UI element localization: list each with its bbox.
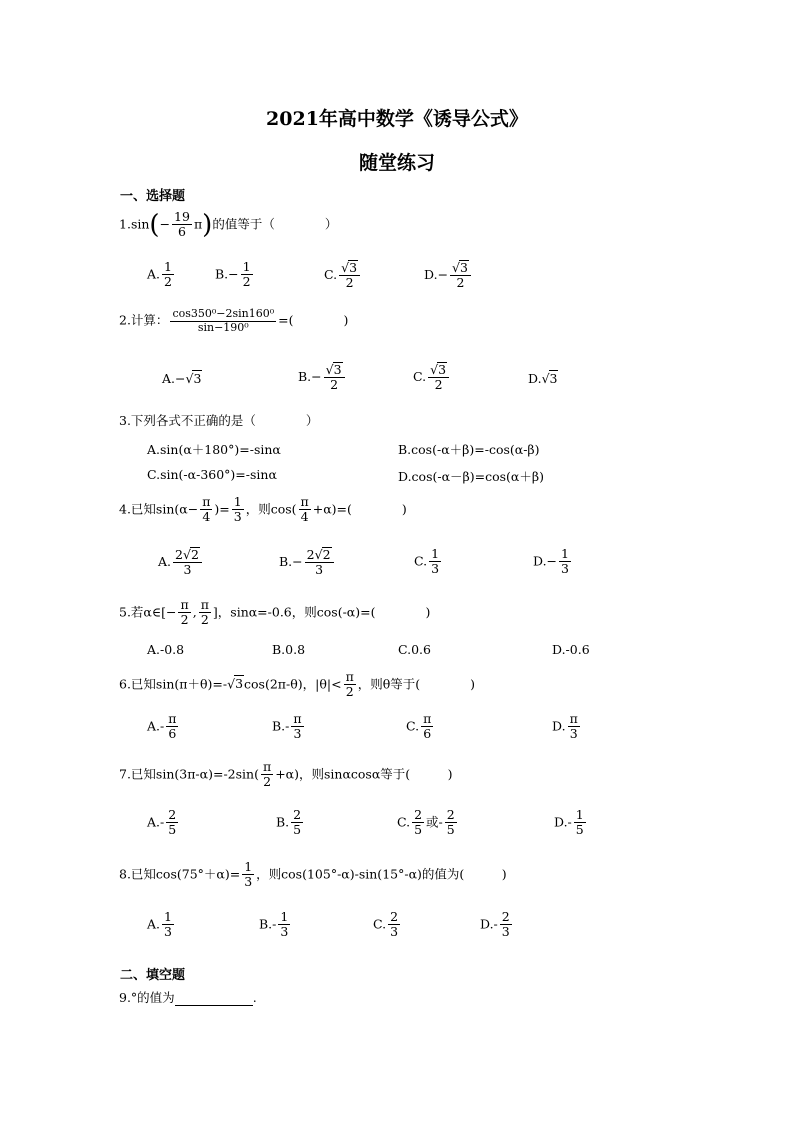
q2-option-d: D.√3 — [528, 371, 558, 386]
q3-option-b: B.cos(-α＋β)=-cos(α-β) — [398, 442, 540, 457]
q5-option-d: D.-0.6 — [552, 642, 590, 657]
q1-option-c: C. $\frac{√3}{2}$ — [324, 260, 362, 291]
answer-blank[interactable] — [175, 993, 253, 1006]
question-6: 6.已知sin(π＋θ)=-√3cos(2π-θ)，|θ|< $\frac{\pi}{2}$ ，则θ等于( ) — [119, 669, 476, 700]
question-3: 3.下列各式不正确的是（ ） — [119, 413, 319, 428]
question-5: 5.若α∈[− $\frac{\pi}{2}$ , $\frac{\pi}{2}$ ]，sinα=-0.6，则cos(-α)=( ) — [119, 597, 431, 628]
q4-option-b: B.− $\frac{2√2}{3}$ — [279, 547, 336, 578]
question-8: 8.已知cos(75°＋α)= $\frac{1}{3}$ ，则cos(105°-α)-sin(15°-α)的值为( ) — [119, 859, 507, 890]
question-7: 7.已知sin(3π-α)=-2sin( $\frac{\pi}{2}$ +α)，则sinαcosα等于( ) — [119, 759, 453, 790]
q5-option-c: C.0.6 — [398, 642, 431, 657]
q8-option-a: A. $\frac{1}{3}$ — [147, 909, 172, 940]
question-2: 2.计算： $\frac{\text{cos350⁰−2sin160⁰}}{\text{sin−190⁰}}$ =( ) — [119, 307, 349, 334]
q4-option-a: A. $\frac{2√2}{3}$ — [158, 547, 204, 578]
page-subtitle: 随堂练习 — [358, 152, 435, 174]
q7-option-d: D.- $\frac{1}{5}$ — [554, 807, 584, 838]
q7-option-b: B. $\frac{2}{5}$ — [276, 807, 302, 838]
q2-option-b: B.− $\frac{√3}{2}$ — [298, 362, 347, 393]
q4-option-d: D.− $\frac{1}{3}$ — [533, 546, 569, 577]
q1-option-b: B.− $\frac{1}{2}$ — [215, 259, 251, 290]
q3-option-a: A.sin(α＋180°)=-sinα — [147, 442, 281, 457]
q8-option-b: B.- $\frac{1}{3}$ — [259, 909, 289, 940]
q5-option-b: B.0.8 — [272, 642, 306, 657]
q6-option-c: C. $\frac{\pi}{6}$ — [406, 711, 432, 742]
q5-option-a: A.-0.8 — [147, 642, 185, 657]
question-1: 1.sin(− $\frac{19}{6}$ π)的值等于（ ） — [119, 209, 338, 240]
q6-option-b: B.- $\frac{\pi}{3}$ — [272, 711, 302, 742]
q3-option-c: C.sin(-α-360°)=-sinα — [147, 467, 277, 482]
q8-option-d: D.- $\frac{2}{3}$ — [480, 909, 510, 940]
q6-option-d: D. $\frac{\pi}{3}$ — [552, 711, 578, 742]
q4-option-c: C. $\frac{1}{3}$ — [414, 546, 440, 577]
section-choice: 一、选择题 — [120, 189, 186, 204]
q2-option-c: C. $\frac{√3}{2}$ — [413, 362, 451, 393]
q6-option-a: A.- $\frac{\pi}{6}$ — [147, 711, 177, 742]
q7-option-a: A.- $\frac{2}{5}$ — [147, 807, 177, 838]
q7-option-c: C. $\frac{2}{5}$ 或- $\frac{2}{5}$ — [397, 807, 455, 838]
q8-option-c: C. $\frac{2}{3}$ — [373, 909, 399, 940]
q3-option-d: D.cos(-α－β)=cos(α＋β) — [398, 469, 544, 484]
q1-option-d: D.− $\frac{√3}{2}$ — [424, 260, 473, 291]
q2-option-a: A.−√3 — [162, 371, 202, 386]
question-4: 4.已知sin(α− $\frac{\pi}{4}$ )= $\frac{1}{3}$ ，则cos( $\frac{\pi}{4}$ +α)=( ) — [119, 494, 407, 525]
question-9: 9.°的值为 . — [119, 990, 257, 1005]
page-title: 2021年高中数学《诱导公式》 — [266, 108, 528, 130]
q1-option-a: A. $\frac{1}{2}$ — [147, 259, 172, 290]
section-fill: 二、填空题 — [120, 968, 186, 983]
